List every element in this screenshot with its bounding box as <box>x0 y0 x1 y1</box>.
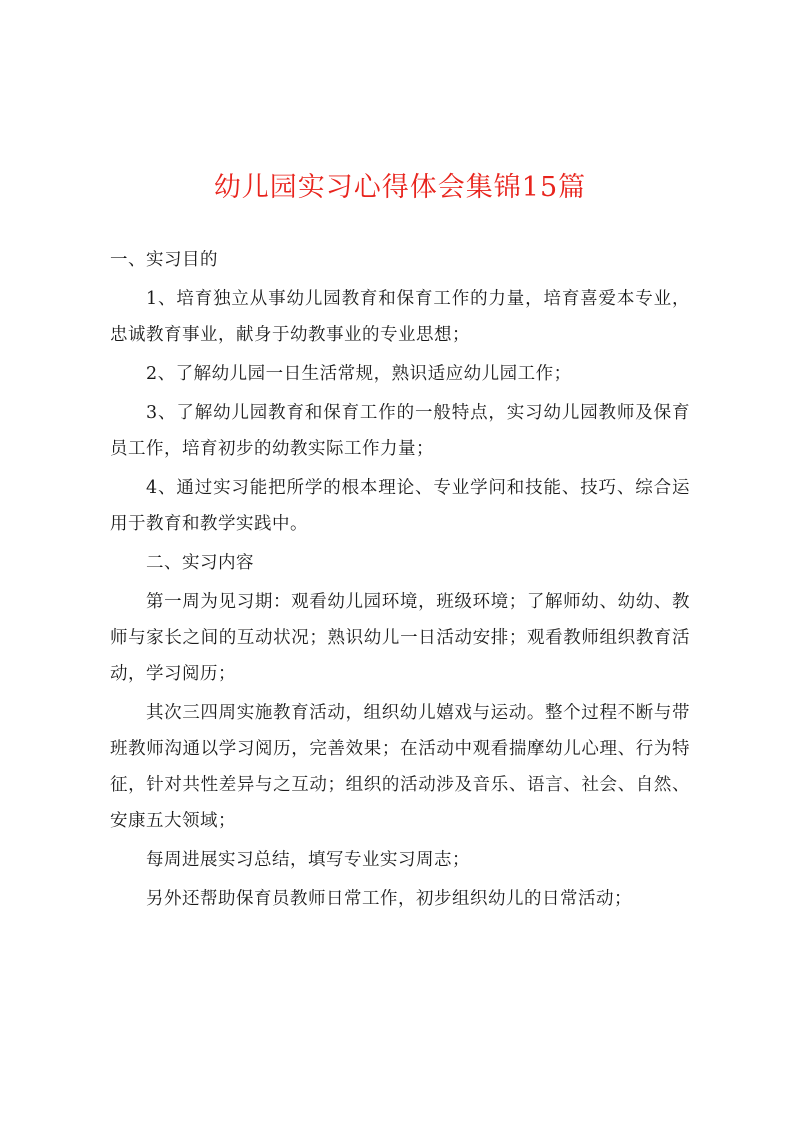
paragraph: 每周进展实习总结，填写专业实习周志； <box>146 850 470 870</box>
paragraph: 4、通过实习能把所学的根本理论、专业学问和技能、技巧、综合运用于教育和教学实践中。 <box>110 478 690 534</box>
section-heading-content: 二、实习内容 <box>146 553 254 573</box>
paragraph: 3、了解幼儿园教育和保育工作的一般特点，实习幼儿园教师及保育员工作，培育初步的幼教实际工作力量； <box>110 403 690 459</box>
document-title: 幼儿园实习心得体会集锦15篇 <box>213 172 587 203</box>
paragraph: 2、了解幼儿园一日生活常规，熟识适应幼儿园工作； <box>146 364 572 384</box>
paragraph: 第一周为见习期：观看幼儿园环境，班级环境；了解师幼、幼幼、教师与家长之间的互动状况；熟识幼儿一日活动安排；观看教师组织教育活动，学习阅历； <box>110 592 690 684</box>
document-body <box>110 242 690 920</box>
paragraph: 1、培育独立从事幼儿园教育和保育工作的力量，培育喜爱本专业，忠诚教育事业，献身于幼教事业的专业思想； <box>110 289 690 345</box>
paragraph: 另外还帮助保育员教师日常工作，初步组织幼儿的日常活动； <box>146 889 632 909</box>
section-heading-purpose: 一、实习目的 <box>110 250 218 270</box>
paragraph: 其次三四周实施教育活动，组织幼儿嬉戏与运动。整个过程不断与带班教师沟通以学习阅历，完善效果；在活动中观看揣摩幼儿心理、行为特征，针对共性差异与之互动；组织的活动涉及音乐、语言、社会、自然、安康五大领域； <box>110 703 690 831</box>
